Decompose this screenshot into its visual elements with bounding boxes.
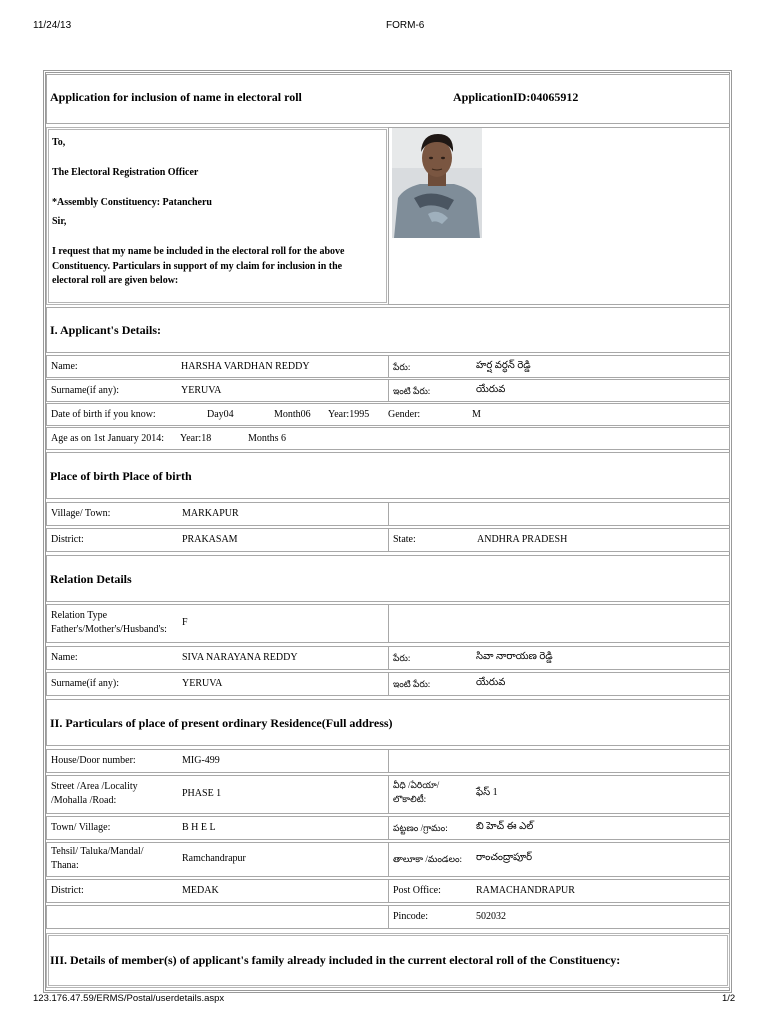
gender-label: Gender: — [388, 409, 421, 420]
dob-label: Date of birth if you know: — [51, 409, 156, 420]
tehsil: Ramchandrapur — [182, 853, 246, 864]
relation-surname-label: Surname(if any): — [51, 678, 120, 689]
application-id: ApplicationID:04065912 — [453, 90, 579, 104]
birth-village-label: Village/ Town: — [51, 508, 111, 519]
town-local: బి హెచ్ ఈ ఎల్ — [476, 821, 534, 832]
applicant-photo — [392, 128, 482, 238]
street-local-label-1: వీధి /ఏరియా/ — [393, 780, 440, 790]
street: PHASE 1 — [182, 788, 222, 799]
relation-type: F — [182, 617, 188, 628]
residence-section-title: II. Particulars of place of present ordinary Residence(Full address) — [50, 716, 393, 730]
relation-surname-local: యేరువ — [476, 677, 506, 688]
form-title: Application for inclusion of name in electoral roll — [50, 90, 302, 104]
applicant-surname-local: యేరువ — [476, 384, 506, 395]
family-section-title: III. Details of member(s) of applicant's family already included in the current electoral roll of the Constituency: — [50, 953, 621, 967]
relation-name: SIVA NARAYANA REDDY — [182, 652, 298, 663]
birth-village: MARKAPUR — [182, 508, 239, 519]
relation-type-label-2: Father's/Mother's/Husband's: — [51, 624, 167, 635]
dob-year: Year:1995 — [328, 409, 370, 420]
tehsil-label-2: Thana: — [51, 860, 79, 871]
relation-surname: YERUVA — [182, 678, 223, 689]
address-to: To, — [52, 137, 66, 148]
dob-month: Month06 — [274, 409, 311, 420]
pincode: 502032 — [476, 911, 506, 922]
birth-district: PRAKASAM — [182, 534, 238, 545]
street-local-label-2: లొకాలిటీ: — [393, 794, 427, 804]
birth-state-label: State: — [393, 534, 416, 545]
request-text: I request that my name be included in the electoral roll for the above Constituency. Particulars in support of my claim for inclusion in the electoral roll are given below: — [52, 246, 345, 286]
assembly-constituency: *Assembly Constituency: Patancheru — [52, 197, 212, 208]
town-local-label: పట్టణం /గ్రామం: — [393, 823, 448, 833]
applicant-section-title: I. Applicant's Details: — [50, 323, 162, 337]
tehsil-label-1: Tehsil/ Taluka/Mandal/ — [51, 846, 144, 857]
relation-section-title: Relation Details — [50, 572, 132, 586]
applicant-surname: YERUVA — [181, 385, 222, 396]
post-office: RAMACHANDRAPUR — [476, 885, 575, 896]
applicant-surname-label: Surname(if any): — [51, 385, 120, 396]
house-label: House/Door number: — [51, 755, 136, 766]
birth-state: ANDHRA PRADESH — [477, 534, 568, 545]
relation-name-label: Name: — [51, 652, 78, 663]
applicant-name-local-label: పేరు: — [393, 362, 411, 372]
relation-name-local-label: పేరు: — [393, 653, 411, 663]
salutation: Sir, — [52, 216, 67, 227]
residence-district: MEDAK — [182, 885, 219, 896]
town-label: Town/ Village: — [51, 822, 111, 833]
age-label: Age as on 1st January 2014: — [51, 433, 165, 444]
house-number: MIG-499 — [182, 755, 220, 766]
applicant-name-label: Name: — [51, 361, 78, 372]
applicant-name-local: హర్ష వర్ధన్ రెడ్డి — [476, 360, 531, 371]
address-officer: The Electoral Registration Officer — [52, 167, 199, 178]
relation-surname-local-label: ఇంటి పేరు: — [393, 679, 431, 689]
age-months: Months 6 — [248, 433, 287, 444]
relation-section-header — [46, 555, 730, 602]
gender: M — [472, 409, 481, 420]
birth-section-title: Place of birth Place of birth — [50, 469, 192, 483]
print-page-number: 1/2 — [722, 993, 736, 1004]
post-office-label: Post Office: — [393, 885, 441, 896]
tehsil-local: రాంచంద్రాపూర్ — [476, 852, 533, 863]
applicant-name: HARSHA VARDHAN REDDY — [181, 361, 310, 372]
relation-name-local: సివా నారాయణ రెడ్డి — [476, 651, 553, 662]
age-years: Year:18 — [180, 433, 212, 444]
applicant-surname-local-label: ఇంటి పేరు: — [393, 386, 431, 396]
tehsil-local-label: తాలూకా /మండలం: — [393, 854, 463, 864]
pincode-label: Pincode: — [393, 911, 428, 922]
street-label-2: /Mohalla /Road: — [51, 795, 117, 806]
relation-type-label-1: Relation Type — [51, 610, 108, 621]
print-date: 11/24/13 — [33, 20, 72, 31]
residence-district-label: District: — [51, 885, 84, 896]
print-title: FORM-6 — [386, 20, 425, 31]
street-local: ఫేస్ 1 — [476, 787, 498, 798]
dob-day: Day04 — [207, 409, 234, 420]
town: B H E L — [182, 822, 216, 833]
street-label-1: Street /Area /Locality — [51, 781, 138, 792]
birth-district-label: District: — [51, 534, 84, 545]
print-url: 123.176.47.59/ERMS/Postal/userdetails.aspx — [33, 993, 225, 1004]
